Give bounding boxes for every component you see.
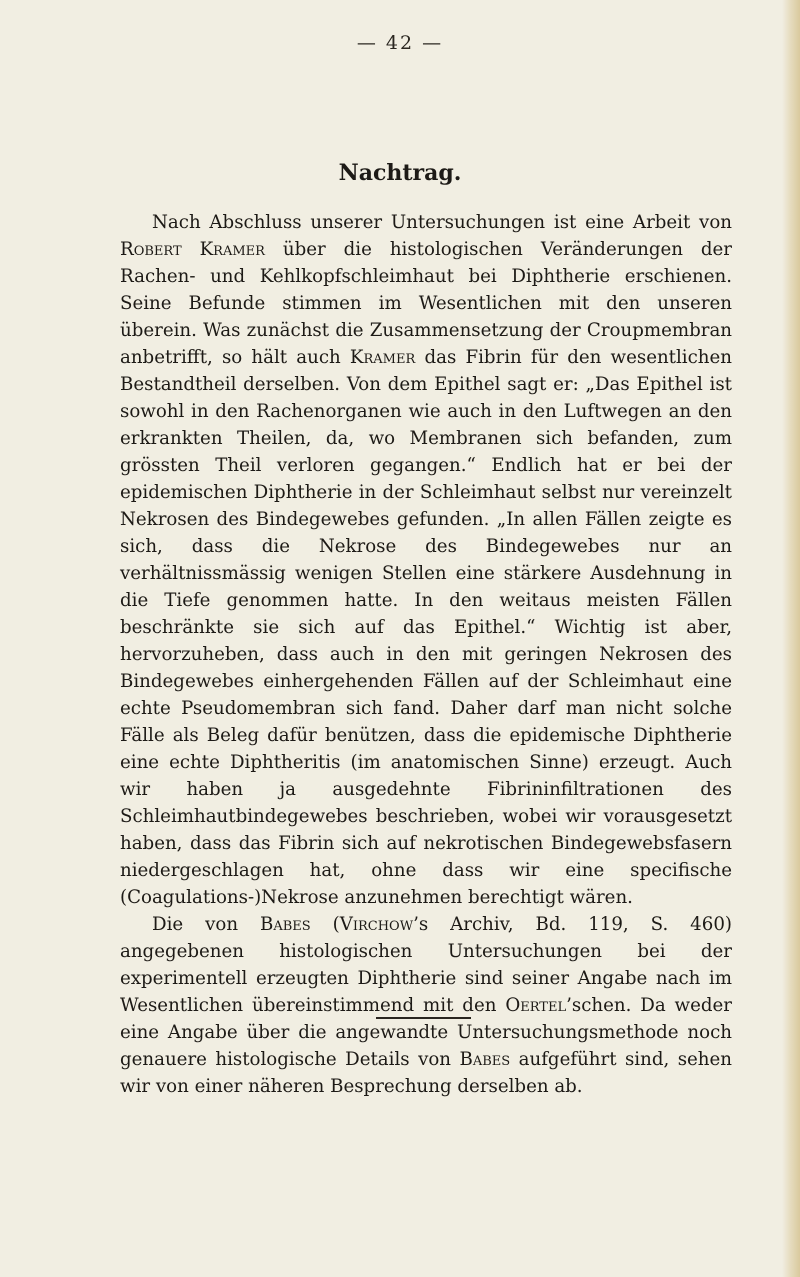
author-name: Kramer <box>349 347 416 368</box>
text-run: ’schen. Da weder eine Angabe über die angewandte Untersuchungsmethode noch genauere histologische Details von <box>120 995 732 1070</box>
text-run: aufgeführt sind, sehen wir von einer näheren Besprechung derselben ab. <box>120 1049 732 1097</box>
paragraph-2 <box>120 911 732 1100</box>
text-run: Die von <box>152 914 260 935</box>
body-text <box>120 209 732 1100</box>
section-title: Nachtrag. <box>338 160 462 186</box>
text-run: ’s Archiv, Bd. 119, S. 460) angegebenen histologischen Untersuchungen bei der experimentell erzeugten Diphtherie sind seiner Angabe nach im Wesentlichen übereinstimmend mit den <box>120 914 732 1016</box>
page-edge <box>782 0 800 1277</box>
end-rule <box>376 1017 471 1019</box>
page-number: — 42 — <box>356 32 444 54</box>
author-name: Virchow <box>339 914 414 935</box>
text-run: ( <box>310 914 340 935</box>
paragraph-1 <box>120 209 732 911</box>
text-run: das Fibrin für den wesentlichen Bestandtheil derselben. Von dem Epithel sagt er: „Das Epithel ist sowohl in den Rachenorganen wie auch in den Luftwegen an den erkrankten Theilen, da, wo Membranen sich befanden, zum grössten Theil verloren gegangen.“ Endlich hat er bei der epidemischen Diphtherie in der Schleimhaut selbst nur vereinzelt Nekrosen des Bindegewebes gefunden. „In allen Fällen zeigte es sich, dass die Nekrose des Bindegewebes nur an verhältnissmässig wenigen Stellen eine stärkere Ausdehnung in die Tiefe genommen hatte. In den weitaus meisten Fällen beschränkte sie sich auf das Epithel.“ Wichtig ist aber, hervorzuheben, dass auch in den mit geringen Nekrosen des Bindegewebes einhergehenden Fällen auf der Schleimhaut eine echte Pseudomembran sich fand. Daher darf man nicht solche Fälle als Beleg dafür benützen, dass die epidemische Diphtherie eine echte Diphtheritis (im anatomischen Sinne) erzeugt. Auch wir haben ja ausgedehnte Fibrininfiltrationen des Schleimhautbindegewebes beschrieben, wobei wir vorausgesetzt haben, dass das Fibrin sich auf nekrotischen Bindegewebsfasern niedergeschlagen hat, ohne dass wir eine specifische (Coagulations-)Nekrose anzunehmen berechtigt wären. <box>120 347 732 908</box>
author-name: Robert Kramer <box>120 239 265 260</box>
author-name: Oertel <box>505 995 567 1016</box>
text-run: Nach Abschluss unserer Untersuchungen ist eine Arbeit von <box>152 212 732 233</box>
author-name: Babes <box>259 914 311 935</box>
author-name: Babes <box>459 1049 511 1070</box>
text-run: über die histologischen Veränderungen der Rachen- und Kehlkopfschleimhaut bei Diphtherie erschienen. Seine Befunde stimmen im Wesentlichen mit den unseren überein. Was zunächst die Zusammensetzung der Croupmembran anbetrifft, so hält auch <box>120 239 732 368</box>
